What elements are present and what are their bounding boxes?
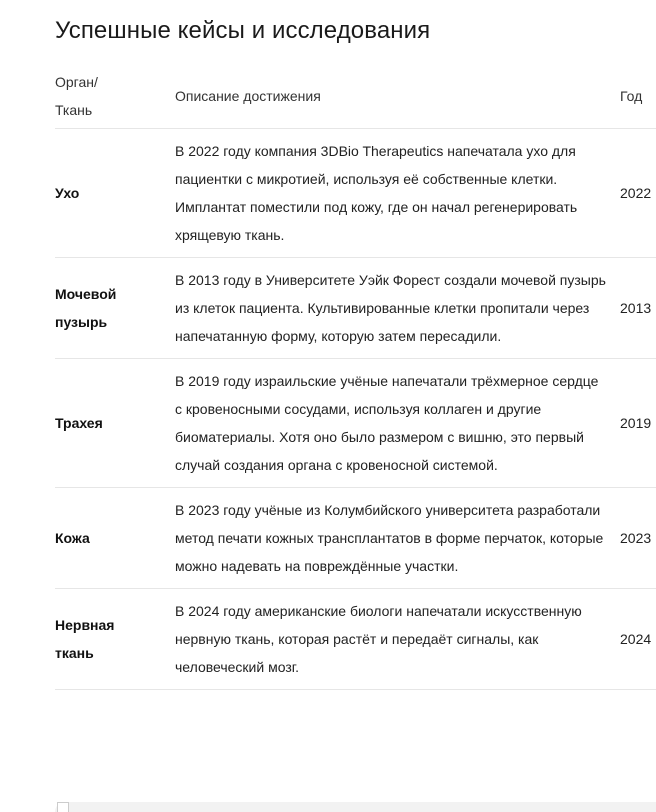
checkbox-icon[interactable]	[57, 802, 69, 812]
year-cell: 2024	[620, 589, 656, 690]
header-organ-line2: Ткань	[55, 102, 93, 118]
description-cell: В 2019 году израильские учёные напечатали трёхмерное сердце с кровеносными сосудами, используя коллаген и другие биоматериалы. Хотя оно было размером с вишню, это первый случай создания органа с кровеносной системой.	[175, 359, 620, 488]
description-cell: В 2024 году американские биологи напечатали искусственную нервную ткань, которая растёт и передаёт сигналы, как человеческий мозг.	[175, 589, 620, 690]
table-row	[55, 488, 656, 589]
cases-table	[55, 64, 656, 690]
header-organ-line1: Орган/	[55, 74, 98, 90]
table-row	[55, 258, 656, 359]
year-cell: 2013	[620, 258, 656, 359]
header-row	[55, 64, 656, 129]
description-cell: В 2022 году компания 3DBio Therapeutics напечатала ухо для пациентки с микротией, используя её собственные клетки. Имплантат поместили под кожу, где он начал регенерировать хрящевую ткань.	[175, 129, 620, 258]
next-block-edge	[55, 802, 656, 812]
header-organ	[55, 64, 175, 129]
organ-cell	[55, 589, 175, 690]
table-row	[55, 129, 656, 258]
year-cell: 2022	[620, 129, 656, 258]
table-body	[55, 129, 656, 690]
table-header	[55, 64, 656, 129]
organ-line: пузырь	[55, 314, 108, 330]
organ-cell: Ухо	[55, 129, 175, 258]
page-title: Успешные кейсы и исследования	[55, 17, 431, 44]
organ-cell: Трахея	[55, 359, 175, 488]
table-row	[55, 589, 656, 690]
year-cell: 2023	[620, 488, 656, 589]
organ-line: Мочевой	[55, 286, 117, 302]
organ-cell: Кожа	[55, 488, 175, 589]
organ-line: ткань	[55, 645, 94, 661]
description-cell: В 2023 году учёные из Колумбийского университета разработали метод печати кожных трансплантатов в форме перчаток, которые можно надевать на повреждённые участки.	[175, 488, 620, 589]
header-description: Описание достижения	[175, 64, 620, 129]
header-year: Год	[620, 64, 656, 129]
table-row	[55, 359, 656, 488]
organ-cell	[55, 258, 175, 359]
description-cell: В 2013 году в Университете Уэйк Форест создали мочевой пузырь из клеток пациента. Культивированные клетки пропитали через напечатанную форму, которую затем пересадили.	[175, 258, 620, 359]
year-cell: 2019	[620, 359, 656, 488]
organ-line: Нервная	[55, 617, 115, 633]
